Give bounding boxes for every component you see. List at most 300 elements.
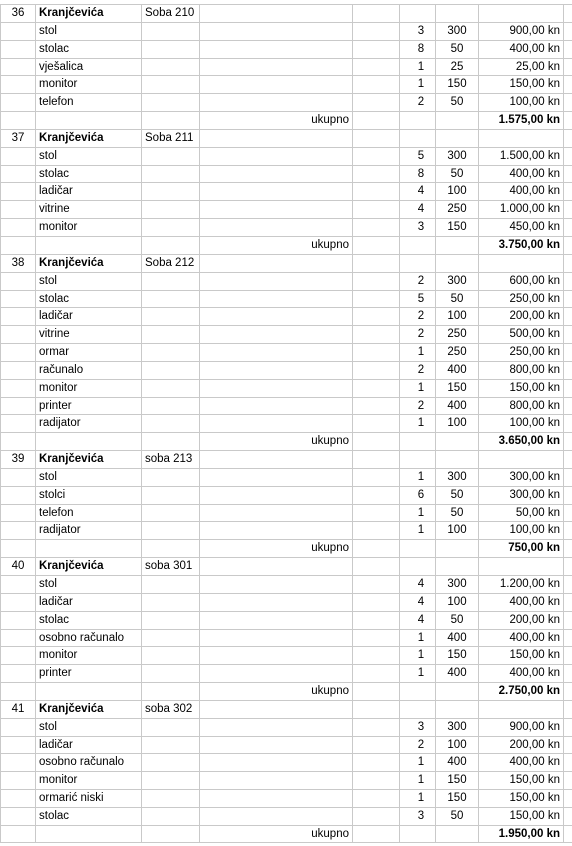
- empty-cell[interactable]: [352, 344, 399, 361]
- quantity-cell[interactable]: 3: [399, 23, 435, 40]
- empty-cell[interactable]: [141, 362, 199, 379]
- empty-cell[interactable]: [399, 237, 435, 254]
- empty-cell[interactable]: [435, 826, 478, 842]
- empty-cell[interactable]: [141, 665, 199, 682]
- empty-cell[interactable]: [141, 94, 199, 111]
- empty-cell[interactable]: [199, 612, 352, 629]
- unit-price-cell[interactable]: 50: [435, 94, 478, 111]
- empty-cell[interactable]: [0, 665, 35, 682]
- empty-cell[interactable]: [352, 808, 399, 825]
- unit-price-cell[interactable]: 250: [435, 201, 478, 218]
- total-label-cell[interactable]: ukupno: [199, 683, 352, 700]
- room-cell[interactable]: Soba 212: [141, 255, 199, 272]
- empty-cell[interactable]: [0, 612, 35, 629]
- unit-price-cell[interactable]: 300: [435, 576, 478, 593]
- empty-cell[interactable]: [141, 380, 199, 397]
- empty-cell[interactable]: [435, 433, 478, 450]
- amount-cell[interactable]: 300,00 kn: [478, 469, 564, 486]
- unit-price-cell[interactable]: 250: [435, 326, 478, 343]
- amount-cell[interactable]: 150,00 kn: [478, 790, 564, 807]
- unit-price-cell[interactable]: 50: [435, 612, 478, 629]
- empty-cell[interactable]: [0, 630, 35, 647]
- amount-cell[interactable]: 900,00 kn: [478, 23, 564, 40]
- empty-cell[interactable]: [141, 683, 199, 700]
- unit-price-cell[interactable]: 100: [435, 183, 478, 200]
- unit-price-cell[interactable]: 100: [435, 415, 478, 432]
- item-name-cell[interactable]: osobno računalo: [35, 754, 141, 771]
- unit-price-cell[interactable]: 150: [435, 790, 478, 807]
- empty-cell[interactable]: [352, 522, 399, 539]
- empty-cell[interactable]: [0, 487, 35, 504]
- empty-cell[interactable]: [141, 754, 199, 771]
- empty-cell[interactable]: [352, 451, 399, 468]
- total-label-cell[interactable]: ukupno: [199, 112, 352, 129]
- empty-cell[interactable]: [0, 469, 35, 486]
- street-cell[interactable]: Kranjčevića: [35, 451, 141, 468]
- empty-cell[interactable]: [199, 505, 352, 522]
- street-cell[interactable]: Kranjčevića: [35, 5, 141, 22]
- unit-price-cell[interactable]: 400: [435, 754, 478, 771]
- group-total-cell[interactable]: 750,00 kn: [478, 540, 564, 557]
- group-number-cell[interactable]: 36: [0, 5, 35, 22]
- group-total-cell[interactable]: 2.750,00 kn: [478, 683, 564, 700]
- room-cell[interactable]: soba 302: [141, 701, 199, 718]
- empty-cell[interactable]: [352, 41, 399, 58]
- empty-cell[interactable]: [0, 594, 35, 611]
- empty-cell[interactable]: [352, 308, 399, 325]
- empty-cell[interactable]: [0, 362, 35, 379]
- group-total-cell[interactable]: 3.650,00 kn: [478, 433, 564, 450]
- empty-cell[interactable]: [141, 183, 199, 200]
- quantity-cell[interactable]: 1: [399, 505, 435, 522]
- item-name-cell[interactable]: stolac: [35, 291, 141, 308]
- empty-cell[interactable]: [141, 737, 199, 754]
- street-cell[interactable]: Kranjčevića: [35, 558, 141, 575]
- quantity-cell[interactable]: 3: [399, 808, 435, 825]
- unit-price-cell[interactable]: 100: [435, 594, 478, 611]
- empty-cell[interactable]: [0, 380, 35, 397]
- empty-cell[interactable]: [399, 558, 435, 575]
- empty-cell[interactable]: [352, 183, 399, 200]
- empty-cell[interactable]: [399, 540, 435, 557]
- item-name-cell[interactable]: ormar: [35, 344, 141, 361]
- amount-cell[interactable]: 400,00 kn: [478, 630, 564, 647]
- item-name-cell[interactable]: stolac: [35, 612, 141, 629]
- empty-cell[interactable]: [141, 469, 199, 486]
- item-name-cell[interactable]: ormarić niski: [35, 790, 141, 807]
- empty-cell[interactable]: [0, 737, 35, 754]
- group-number-cell[interactable]: 37: [0, 130, 35, 147]
- empty-cell[interactable]: [199, 772, 352, 789]
- quantity-cell[interactable]: 1: [399, 647, 435, 664]
- group-total-cell[interactable]: 3.750,00 kn: [478, 237, 564, 254]
- empty-cell[interactable]: [199, 398, 352, 415]
- empty-cell[interactable]: [435, 683, 478, 700]
- quantity-cell[interactable]: 2: [399, 362, 435, 379]
- empty-cell[interactable]: [141, 76, 199, 93]
- empty-cell[interactable]: [352, 5, 399, 22]
- empty-cell[interactable]: [352, 576, 399, 593]
- amount-cell[interactable]: 400,00 kn: [478, 41, 564, 58]
- quantity-cell[interactable]: 6: [399, 487, 435, 504]
- empty-cell[interactable]: [199, 701, 352, 718]
- room-cell[interactable]: Soba 210: [141, 5, 199, 22]
- unit-price-cell[interactable]: 300: [435, 23, 478, 40]
- quantity-cell[interactable]: 4: [399, 612, 435, 629]
- empty-cell[interactable]: [199, 630, 352, 647]
- empty-cell[interactable]: [478, 558, 564, 575]
- unit-price-cell[interactable]: 150: [435, 76, 478, 93]
- room-cell[interactable]: soba 213: [141, 451, 199, 468]
- empty-cell[interactable]: [0, 237, 35, 254]
- empty-cell[interactable]: [141, 487, 199, 504]
- empty-cell[interactable]: [435, 451, 478, 468]
- empty-cell[interactable]: [0, 790, 35, 807]
- empty-cell[interactable]: [352, 772, 399, 789]
- amount-cell[interactable]: 400,00 kn: [478, 166, 564, 183]
- empty-cell[interactable]: [352, 701, 399, 718]
- empty-cell[interactable]: [141, 505, 199, 522]
- item-name-cell[interactable]: telefon: [35, 505, 141, 522]
- empty-cell[interactable]: [435, 558, 478, 575]
- empty-cell[interactable]: [0, 754, 35, 771]
- empty-cell[interactable]: [199, 737, 352, 754]
- item-name-cell[interactable]: računalo: [35, 362, 141, 379]
- empty-cell[interactable]: [399, 683, 435, 700]
- empty-cell[interactable]: [141, 273, 199, 290]
- quantity-cell[interactable]: 1: [399, 522, 435, 539]
- quantity-cell[interactable]: 1: [399, 76, 435, 93]
- empty-cell[interactable]: [141, 576, 199, 593]
- amount-cell[interactable]: 1.500,00 kn: [478, 148, 564, 165]
- total-label-cell[interactable]: ukupno: [199, 826, 352, 842]
- empty-cell[interactable]: [141, 148, 199, 165]
- quantity-cell[interactable]: 4: [399, 183, 435, 200]
- quantity-cell[interactable]: 1: [399, 630, 435, 647]
- empty-cell[interactable]: [0, 540, 35, 557]
- empty-cell[interactable]: [141, 647, 199, 664]
- empty-cell[interactable]: [0, 76, 35, 93]
- empty-cell[interactable]: [352, 754, 399, 771]
- empty-cell[interactable]: [141, 291, 199, 308]
- empty-cell[interactable]: [0, 94, 35, 111]
- quantity-cell[interactable]: 2: [399, 308, 435, 325]
- amount-cell[interactable]: 400,00 kn: [478, 594, 564, 611]
- amount-cell[interactable]: 300,00 kn: [478, 487, 564, 504]
- empty-cell[interactable]: [199, 5, 352, 22]
- empty-cell[interactable]: [35, 683, 141, 700]
- empty-cell[interactable]: [141, 308, 199, 325]
- empty-cell[interactable]: [0, 166, 35, 183]
- quantity-cell[interactable]: 4: [399, 576, 435, 593]
- amount-cell[interactable]: 50,00 kn: [478, 505, 564, 522]
- unit-price-cell[interactable]: 100: [435, 308, 478, 325]
- empty-cell[interactable]: [141, 201, 199, 218]
- empty-cell[interactable]: [352, 415, 399, 432]
- amount-cell[interactable]: 100,00 kn: [478, 522, 564, 539]
- unit-price-cell[interactable]: 250: [435, 344, 478, 361]
- empty-cell[interactable]: [199, 166, 352, 183]
- empty-cell[interactable]: [352, 647, 399, 664]
- empty-cell[interactable]: [478, 255, 564, 272]
- empty-cell[interactable]: [199, 576, 352, 593]
- amount-cell[interactable]: 1.000,00 kn: [478, 201, 564, 218]
- empty-cell[interactable]: [141, 326, 199, 343]
- empty-cell[interactable]: [199, 451, 352, 468]
- item-name-cell[interactable]: stolci: [35, 487, 141, 504]
- empty-cell[interactable]: [0, 308, 35, 325]
- empty-cell[interactable]: [352, 166, 399, 183]
- empty-cell[interactable]: [435, 112, 478, 129]
- empty-cell[interactable]: [399, 5, 435, 22]
- empty-cell[interactable]: [478, 5, 564, 22]
- empty-cell[interactable]: [199, 273, 352, 290]
- item-name-cell[interactable]: printer: [35, 665, 141, 682]
- empty-cell[interactable]: [435, 130, 478, 147]
- empty-cell[interactable]: [199, 754, 352, 771]
- amount-cell[interactable]: 400,00 kn: [478, 665, 564, 682]
- empty-cell[interactable]: [141, 166, 199, 183]
- empty-cell[interactable]: [0, 398, 35, 415]
- empty-cell[interactable]: [0, 826, 35, 842]
- empty-cell[interactable]: [35, 237, 141, 254]
- item-name-cell[interactable]: monitor: [35, 647, 141, 664]
- quantity-cell[interactable]: 1: [399, 772, 435, 789]
- empty-cell[interactable]: [0, 719, 35, 736]
- room-cell[interactable]: soba 301: [141, 558, 199, 575]
- empty-cell[interactable]: [352, 130, 399, 147]
- empty-cell[interactable]: [0, 808, 35, 825]
- empty-cell[interactable]: [399, 451, 435, 468]
- empty-cell[interactable]: [199, 362, 352, 379]
- item-name-cell[interactable]: ladičar: [35, 183, 141, 200]
- amount-cell[interactable]: 200,00 kn: [478, 737, 564, 754]
- quantity-cell[interactable]: 2: [399, 737, 435, 754]
- empty-cell[interactable]: [141, 540, 199, 557]
- unit-price-cell[interactable]: 50: [435, 487, 478, 504]
- quantity-cell[interactable]: 5: [399, 148, 435, 165]
- empty-cell[interactable]: [435, 5, 478, 22]
- item-name-cell[interactable]: ladičar: [35, 737, 141, 754]
- empty-cell[interactable]: [0, 183, 35, 200]
- empty-cell[interactable]: [478, 451, 564, 468]
- amount-cell[interactable]: 100,00 kn: [478, 94, 564, 111]
- empty-cell[interactable]: [199, 719, 352, 736]
- empty-cell[interactable]: [199, 594, 352, 611]
- empty-cell[interactable]: [199, 291, 352, 308]
- unit-price-cell[interactable]: 50: [435, 291, 478, 308]
- empty-cell[interactable]: [352, 219, 399, 236]
- unit-price-cell[interactable]: 300: [435, 148, 478, 165]
- empty-cell[interactable]: [141, 23, 199, 40]
- empty-cell[interactable]: [199, 326, 352, 343]
- empty-cell[interactable]: [199, 308, 352, 325]
- item-name-cell[interactable]: vitrine: [35, 201, 141, 218]
- empty-cell[interactable]: [399, 701, 435, 718]
- empty-cell[interactable]: [435, 255, 478, 272]
- quantity-cell[interactable]: 4: [399, 594, 435, 611]
- amount-cell[interactable]: 600,00 kn: [478, 273, 564, 290]
- empty-cell[interactable]: [0, 683, 35, 700]
- empty-cell[interactable]: [141, 808, 199, 825]
- empty-cell[interactable]: [199, 808, 352, 825]
- empty-cell[interactable]: [0, 522, 35, 539]
- empty-cell[interactable]: [199, 130, 352, 147]
- empty-cell[interactable]: [141, 219, 199, 236]
- total-label-cell[interactable]: ukupno: [199, 433, 352, 450]
- empty-cell[interactable]: [352, 255, 399, 272]
- empty-cell[interactable]: [141, 41, 199, 58]
- empty-cell[interactable]: [199, 415, 352, 432]
- empty-cell[interactable]: [352, 148, 399, 165]
- empty-cell[interactable]: [141, 630, 199, 647]
- empty-cell[interactable]: [352, 273, 399, 290]
- empty-cell[interactable]: [435, 237, 478, 254]
- quantity-cell[interactable]: 8: [399, 41, 435, 58]
- empty-cell[interactable]: [199, 201, 352, 218]
- item-name-cell[interactable]: stol: [35, 719, 141, 736]
- unit-price-cell[interactable]: 100: [435, 737, 478, 754]
- empty-cell[interactable]: [141, 522, 199, 539]
- empty-cell[interactable]: [199, 469, 352, 486]
- empty-cell[interactable]: [199, 59, 352, 76]
- amount-cell[interactable]: 150,00 kn: [478, 76, 564, 93]
- empty-cell[interactable]: [0, 219, 35, 236]
- empty-cell[interactable]: [141, 719, 199, 736]
- empty-cell[interactable]: [352, 594, 399, 611]
- quantity-cell[interactable]: 1: [399, 469, 435, 486]
- amount-cell[interactable]: 150,00 kn: [478, 380, 564, 397]
- empty-cell[interactable]: [0, 326, 35, 343]
- unit-price-cell[interactable]: 400: [435, 665, 478, 682]
- empty-cell[interactable]: [352, 237, 399, 254]
- group-number-cell[interactable]: 39: [0, 451, 35, 468]
- empty-cell[interactable]: [352, 683, 399, 700]
- empty-cell[interactable]: [35, 826, 141, 842]
- empty-cell[interactable]: [199, 558, 352, 575]
- empty-cell[interactable]: [352, 790, 399, 807]
- empty-cell[interactable]: [141, 398, 199, 415]
- empty-cell[interactable]: [199, 41, 352, 58]
- total-label-cell[interactable]: ukupno: [199, 237, 352, 254]
- empty-cell[interactable]: [35, 540, 141, 557]
- unit-price-cell[interactable]: 50: [435, 808, 478, 825]
- item-name-cell[interactable]: stol: [35, 23, 141, 40]
- empty-cell[interactable]: [199, 255, 352, 272]
- item-name-cell[interactable]: printer: [35, 398, 141, 415]
- empty-cell[interactable]: [352, 719, 399, 736]
- item-name-cell[interactable]: stol: [35, 273, 141, 290]
- unit-price-cell[interactable]: 400: [435, 630, 478, 647]
- empty-cell[interactable]: [352, 630, 399, 647]
- empty-cell[interactable]: [141, 112, 199, 129]
- amount-cell[interactable]: 500,00 kn: [478, 326, 564, 343]
- empty-cell[interactable]: [352, 326, 399, 343]
- amount-cell[interactable]: 150,00 kn: [478, 772, 564, 789]
- empty-cell[interactable]: [0, 201, 35, 218]
- unit-price-cell[interactable]: 400: [435, 362, 478, 379]
- total-label-cell[interactable]: ukupno: [199, 540, 352, 557]
- item-name-cell[interactable]: vitrine: [35, 326, 141, 343]
- unit-price-cell[interactable]: 25: [435, 59, 478, 76]
- empty-cell[interactable]: [141, 59, 199, 76]
- empty-cell[interactable]: [199, 647, 352, 664]
- empty-cell[interactable]: [199, 219, 352, 236]
- item-name-cell[interactable]: monitor: [35, 772, 141, 789]
- street-cell[interactable]: Kranjčevića: [35, 130, 141, 147]
- empty-cell[interactable]: [399, 433, 435, 450]
- empty-cell[interactable]: [352, 59, 399, 76]
- empty-cell[interactable]: [141, 433, 199, 450]
- empty-cell[interactable]: [199, 344, 352, 361]
- empty-cell[interactable]: [478, 701, 564, 718]
- empty-cell[interactable]: [352, 112, 399, 129]
- empty-cell[interactable]: [199, 665, 352, 682]
- unit-price-cell[interactable]: 400: [435, 398, 478, 415]
- empty-cell[interactable]: [352, 540, 399, 557]
- empty-cell[interactable]: [199, 380, 352, 397]
- empty-cell[interactable]: [199, 23, 352, 40]
- item-name-cell[interactable]: ladičar: [35, 594, 141, 611]
- unit-price-cell[interactable]: 150: [435, 219, 478, 236]
- quantity-cell[interactable]: 1: [399, 665, 435, 682]
- empty-cell[interactable]: [435, 540, 478, 557]
- empty-cell[interactable]: [199, 76, 352, 93]
- item-name-cell[interactable]: stol: [35, 576, 141, 593]
- amount-cell[interactable]: 150,00 kn: [478, 808, 564, 825]
- empty-cell[interactable]: [199, 487, 352, 504]
- item-name-cell[interactable]: telefon: [35, 94, 141, 111]
- empty-cell[interactable]: [352, 380, 399, 397]
- quantity-cell[interactable]: 3: [399, 219, 435, 236]
- empty-cell[interactable]: [399, 112, 435, 129]
- amount-cell[interactable]: 400,00 kn: [478, 183, 564, 200]
- quantity-cell[interactable]: 1: [399, 344, 435, 361]
- quantity-cell[interactable]: 1: [399, 380, 435, 397]
- quantity-cell[interactable]: 1: [399, 754, 435, 771]
- group-number-cell[interactable]: 41: [0, 701, 35, 718]
- item-name-cell[interactable]: monitor: [35, 380, 141, 397]
- empty-cell[interactable]: [435, 701, 478, 718]
- item-name-cell[interactable]: monitor: [35, 219, 141, 236]
- empty-cell[interactable]: [0, 112, 35, 129]
- empty-cell[interactable]: [352, 23, 399, 40]
- empty-cell[interactable]: [0, 415, 35, 432]
- unit-price-cell[interactable]: 300: [435, 469, 478, 486]
- empty-cell[interactable]: [352, 558, 399, 575]
- item-name-cell[interactable]: monitor: [35, 76, 141, 93]
- quantity-cell[interactable]: 8: [399, 166, 435, 183]
- amount-cell[interactable]: 400,00 kn: [478, 754, 564, 771]
- empty-cell[interactable]: [0, 647, 35, 664]
- empty-cell[interactable]: [352, 612, 399, 629]
- item-name-cell[interactable]: ladičar: [35, 308, 141, 325]
- amount-cell[interactable]: 450,00 kn: [478, 219, 564, 236]
- empty-cell[interactable]: [352, 487, 399, 504]
- empty-cell[interactable]: [352, 826, 399, 842]
- quantity-cell[interactable]: 3: [399, 719, 435, 736]
- empty-cell[interactable]: [352, 469, 399, 486]
- empty-cell[interactable]: [352, 505, 399, 522]
- empty-cell[interactable]: [141, 594, 199, 611]
- empty-cell[interactable]: [0, 59, 35, 76]
- quantity-cell[interactable]: 1: [399, 790, 435, 807]
- empty-cell[interactable]: [399, 130, 435, 147]
- amount-cell[interactable]: 150,00 kn: [478, 647, 564, 664]
- empty-cell[interactable]: [199, 94, 352, 111]
- unit-price-cell[interactable]: 150: [435, 647, 478, 664]
- item-name-cell[interactable]: vješalica: [35, 59, 141, 76]
